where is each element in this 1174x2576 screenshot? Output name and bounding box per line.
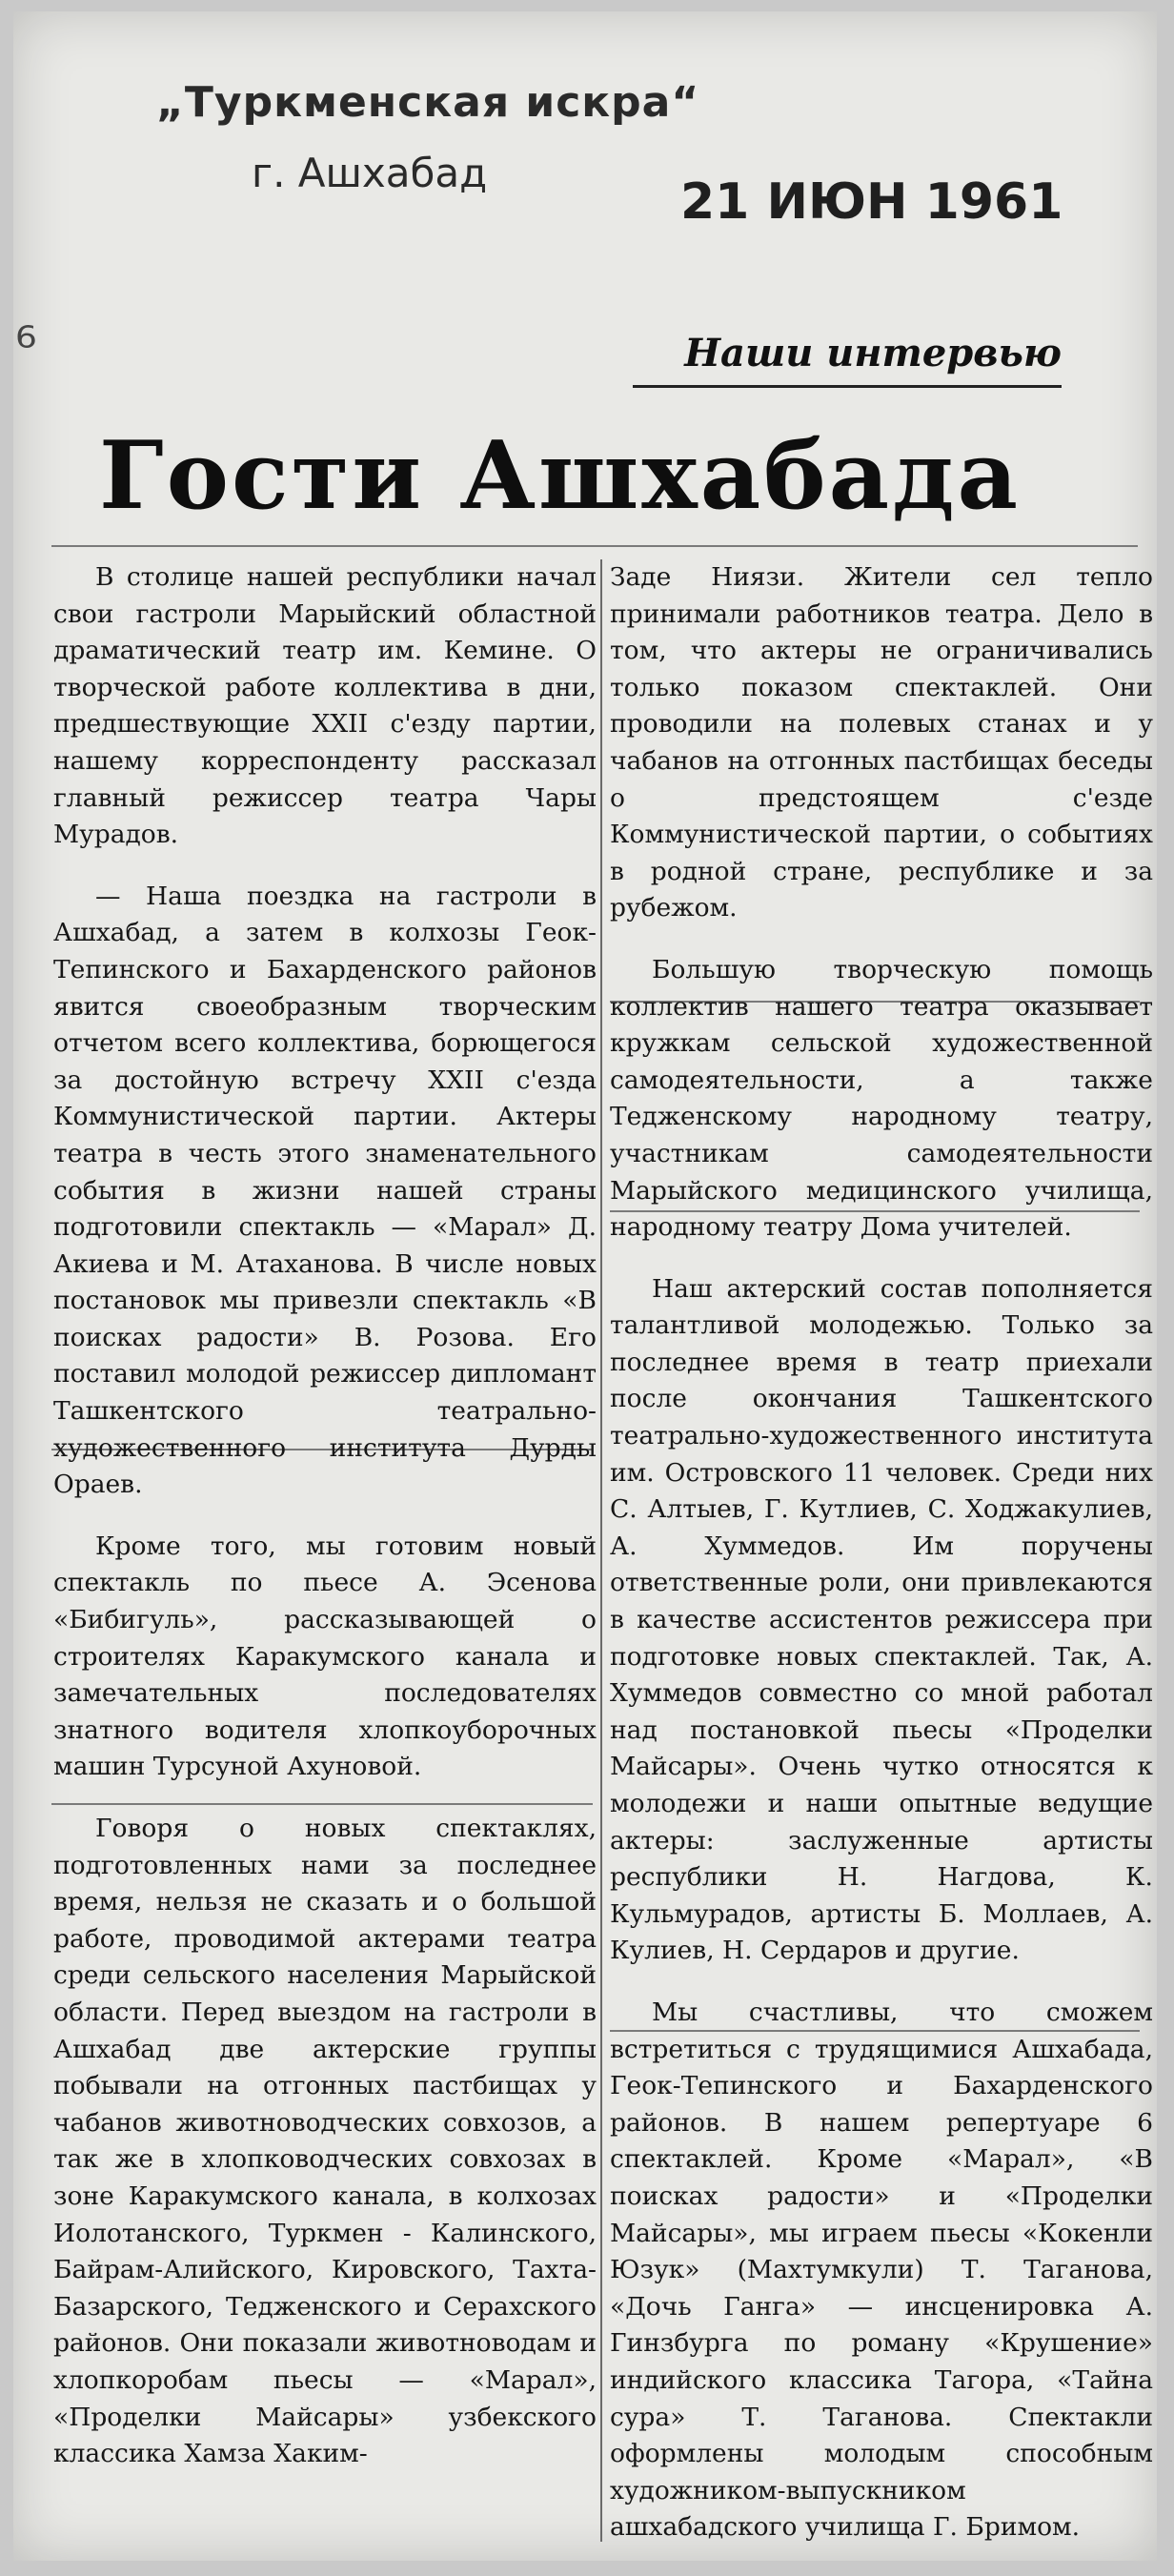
city-stamp: г. Ашхабад [252,150,488,196]
date-stamp: 21 ИЮН 1961 [680,173,1063,231]
title-divider [51,545,1138,547]
paragraph: Наш актерский состав пополняется талантливой молодежью. Только за последнее время в театр приехали после окончания Ташкентского театрально-художественного института им. Островского 11 человек. Среди них С. Алтыев, Г. Кутлиев, С. Ходжакулиев, А. Хуммедов. Им поручены ответственные роли, они привлекаются в качестве ассистентов режиссера при подготовке новых спектаклей. Так, А. Хуммедов совместно со мной работал над постановкой пьесы «Проделки Майсары». Очень чутко относятся к молодежи и наши опытные ведущие актеры: заслуженные артисты республики Н. Нагдова, К. Кульмурадов, артисты Б. Моллаев, А. Кулиев, Н. Сердаров и другие. [610,1273,1153,1966]
paragraph: Говоря о новых спектаклях, подготовленных нами за последнее время, нельзя не сказать и о большой работе, проводимой актерами театра среди сельского населения Марыйской области. Перед выездом на гастроли в Ашхабад две актерские группы побывали на отгонных пастбищах у чабанов животноводческих совхозов, а так же в хлопководческих совхозах в зоне Каракумского канала, в колхозах Иолотанского, Туркмен - Калинского, Байрам-Алийского, Кировского, Тахта-Базарского, Тедженского и Серахского районов. Они показали животноводам и хлопкоробам пьесы — «Марал», «Проделки Майсары» узбекского классика Хамза Хаким- [53,1814,597,2469]
article-column-left [53,559,597,2473]
newspaper-clipping [13,11,1157,2561]
newspaper-name-stamp: „Туркменская искра“ [156,78,700,127]
article-column-right [610,559,1153,2546]
rubric-underline [633,385,1062,388]
column-divider [600,559,602,2542]
margin-pencil-mark: ⁶ [15,316,37,378]
paragraph: В столице нашей республики начал свои гастроли Марыйский областной драматический театр им. Кемине. О творческой работе коллектива в дни, предшествующие XXII с'езду партии, нашему корреспонденту рассказал главный режиссер театра Чары Мурадов. [53,562,597,850]
paragraph: — Наша поездка на гастроли в Ашхабад, а затем в колхозы Геок-Тепинского и Бахарденского районов явится своеобразным творческим отчетом всего коллектива, борющегося за достойную встречу XXII с'езда Коммунистической партии. Актеры театра в честь этого знаменательного события в жизни нашей страны подготовили спектакль — «Марал» Д. Акиева и М. Атаханова. В числе новых постановок мы привезли спектакль «В поисках радости» В. Розова. Его поставил молодой режиссер дипломант Ташкентского театрально-художественного института Дурды Ораев. [53,881,597,1500]
rubric-label: Наши интервью [684,331,1062,375]
paragraph: Мы счастливы, что сможем встретиться с трудящимися Ашхабада, Геок-Тепинского и Бахарденского районов. В нашем репертуаре 6 спектаклей. Кроме «Марал», «В поисках радости» и «Проделки Майсары», мы играем пьесы «Кокенли Юзук» (Махтумкули) Т. Таганова, «Дочь Ганга» — инсценировка А. Гинзбурга по роману «Крушение» индийского классика Тагора, «Тайна сура» Т. Таганова. Спектакли оформлены молодым способным художником-выпускником ашхабадского училища Г. Бримом. [610,1997,1153,2543]
paragraph: Большую творческую помощь коллектив нашего театра оказывает кружкам сельской художественной самодеятельности, а также Тедженскому народному театру, участникам самодеятельности Марыйского медицинского училища, народному театру Дома учителей. [610,954,1153,1243]
paragraph: Кроме того, мы готовим новый спектакль по пьесе А. Эсенова «Бибигуль», рассказывающей о строителях Каракумского канала и замечательных последователях знатного водителя хлопкоуборочных машин Турсуной Ахуновой. [53,1531,597,1782]
article-title: Гости Ашхабада [99,421,1021,531]
paragraph: Заде Ниязи. Жители сел тепло принимали работников театра. Дело в том, что актеры не ограничивались только показом спектаклей. Они проводили на полевых станах и у чабанов на отгонных пастбищах беседы о предстоящем с'езде Коммунистической партии, о событиях в родной стране, республике и за рубежом. [610,562,1153,923]
